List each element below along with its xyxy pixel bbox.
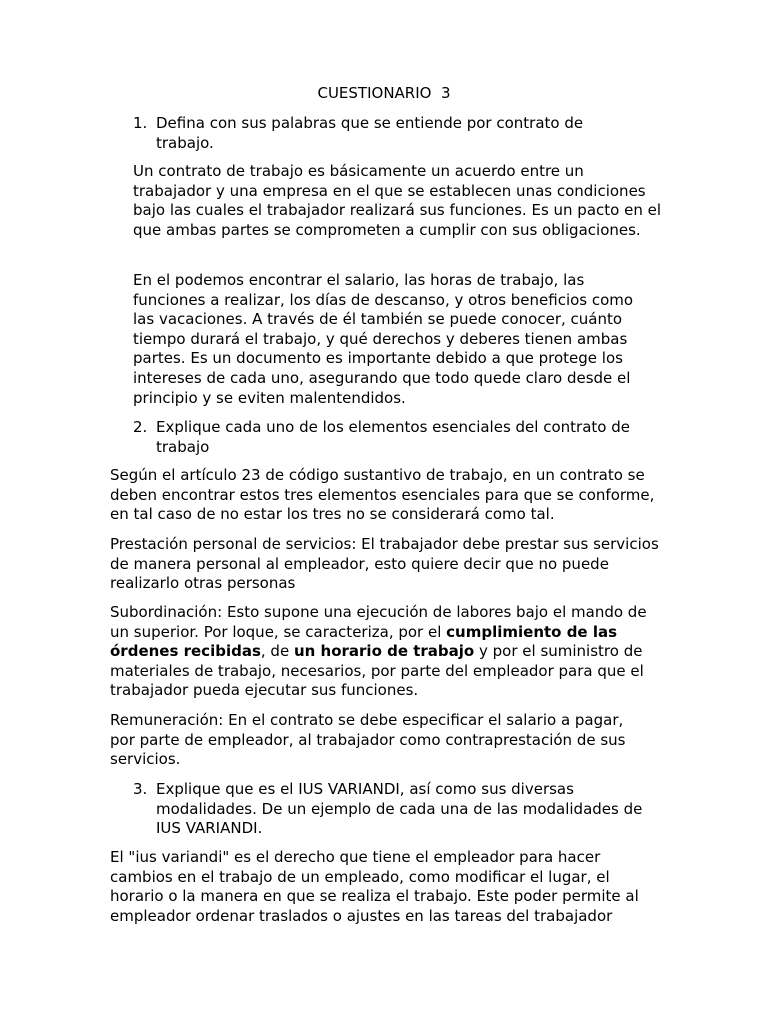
subordinacion-bold-2: un horario de trabajo (293, 642, 475, 661)
question-text: Defina con sus palabras que se entiende por contrato de trabajo. (156, 114, 584, 152)
subordinacion-text-d: y por el suministro de materiales de trabajo, necesarios, por parte del empleador para que el trabajador pueda ejecutar sus funciones. (110, 642, 644, 700)
answer-1-paragraph-2: En el podemos encontrar el salario, las horas de trabajo, las funciones a realizar, los días de descanso, y otros beneficios como las vacaciones. A través de él también se puede conocer, cuánto tiempo durará el trabajo, y qué derechos y deberes tienen ambas partes. Es un documento es importante debido a que protege los intereses de cada uno, asegurando que todo quede claro desde el principio y se eviten malentendidos. (133, 271, 634, 407)
question-text: Explique cada uno de los elementos esenciales del contrato de trabajo (156, 418, 630, 456)
answer-2-subordinacion (110, 603, 662, 701)
question-1 (133, 114, 693, 153)
page-title (0, 84, 768, 104)
answer-2-prestacion: Prestación personal de servicios: El trabajador debe prestar sus servicios de manera personal al empleador, esto quiere decir que no puede realizarlo otras personas (110, 535, 659, 593)
answer-2-intro: Según el artículo 23 de código sustantivo de trabajo, en un contrato se deben encontrar estos tres elementos esenciales para que se conforme, en tal caso de no estar los tres no se considerará como tal. (110, 466, 655, 524)
question-3 (133, 780, 693, 839)
question-number: 3. (133, 780, 148, 798)
question-number: 1. (133, 114, 148, 132)
question-text: Explique que es el IUS VARIANDI, así como sus diversas modalidades. De un ejemplo de cada una de las modalidades de IUS VARIANDI. (156, 780, 643, 838)
question-2 (133, 418, 693, 457)
subordinacion-text-a: Subordinación: Esto supone una ejecución de labores bajo el mando de un superior. Por loque, se caracteriza, por el (110, 603, 647, 641)
question-number: 2. (133, 418, 148, 436)
subordinacion-text-c: , de (260, 642, 294, 661)
answer-1-paragraph-1: Un contrato de trabajo es básicamente un acuerdo entre un trabajador y una empresa en el que se establecen unas condiciones bajo las cuales el trabajador realizará sus funciones. Es un pacto en el que ambas partes se comprometen a cumplir con sus obligaciones. (133, 162, 661, 239)
answer-3-paragraph-1: El "ius variandi" es el derecho que tiene el empleador para hacer cambios en el trabajo de un empleado, como modificar el lugar, el horario o la manera en que se realiza el trabajo. Este poder permite al empleador ordenar traslados o ajustes en las tareas del trabajador (110, 848, 639, 925)
subordinacion-bold-1: cumplimiento de las órdenes recibidas (110, 622, 618, 661)
title-text: CUESTIONARIO 3 (317, 84, 451, 102)
answer-2-remuneracion: Remuneración: En el contrato se debe especificar el salario a pagar, por parte de empleador, al trabajador como contraprestación de sus servicios. (110, 711, 626, 769)
